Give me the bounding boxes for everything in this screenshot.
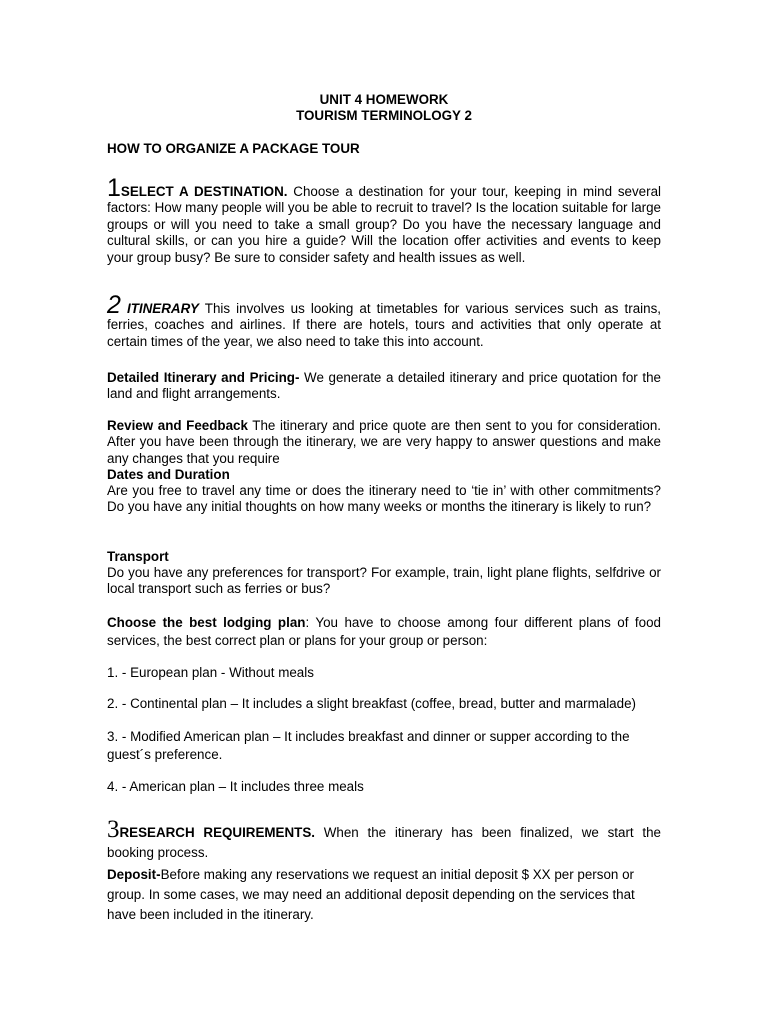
deposit-heading: Deposit- — [107, 867, 161, 882]
plan-item-2: 2. - Continental plan – It includes a slight breakfast (coffee, bread, butter and marmalade) — [107, 696, 636, 711]
transport-text: Do you have any preferences for transport? For example, train, light plane flights, selfdrive or local transport such as ferries or bus? — [107, 565, 661, 597]
step-3-paragraph — [107, 816, 661, 863]
step-3-number: 3 — [107, 816, 120, 843]
step-1-heading: SELECT A DESTINATION. — [120, 184, 288, 199]
step-2-number: 2 — [107, 291, 121, 319]
lodging-heading: Choose the best lodging plan — [107, 615, 306, 630]
dates-duration-heading: Dates and Duration — [107, 467, 230, 482]
transport-heading: Transport — [107, 549, 169, 564]
header-line-1: UNIT 4 HOMEWORK — [319, 92, 449, 107]
header-line-2: TOURISM TERMINOLOGY 2 — [296, 108, 472, 123]
review-feedback-heading: Review and Feedback — [107, 418, 248, 433]
review-feedback-paragraph — [107, 418, 661, 467]
detailed-itinerary-paragraph — [107, 370, 661, 403]
plan-item-3: 3. - Modified American plan – It includes breakfast and dinner or supper according to the guest´s preference. — [107, 729, 630, 762]
lodging-text: : You have to choose among four different plans of food services, the best correct plan or plans for your group or person: — [107, 615, 661, 648]
plan-item-1: 1. - European plan - Without meals — [107, 665, 314, 680]
step-1-paragraph — [107, 174, 661, 266]
review-feedback-text: The itinerary and price quote are then sent to you for consideration. After you have been through the itinerary, we are very happy to answer questions and make any changes that you require — [107, 418, 661, 466]
step-3-text: When the itinerary has been finalized, we start the booking process. — [107, 825, 661, 860]
detailed-itinerary-text: We generate a detailed itinerary and price quotation for the land and flight arrangements. — [107, 370, 661, 402]
deposit-paragraph — [107, 865, 652, 925]
detailed-itinerary-heading: Detailed Itinerary and Pricing- — [107, 370, 300, 385]
step-2-text: This involves us looking at timetables for various services such as trains, ferries, coaches and airlines. If there are hotels, tours and activities that only operate at certain times of the year, we also need to take this into account. — [107, 301, 661, 349]
step-2-paragraph — [107, 291, 661, 350]
step-1-number: 1 — [107, 174, 121, 202]
plan-item-4: 4. - American plan – It includes three meals — [107, 779, 364, 794]
step-3-heading: RESEARCH REQUIREMENTS. — [119, 825, 315, 840]
dates-duration-text: Are you free to travel any time or does the itinerary need to ‘tie in’ with other commitments? Do you have any initial thoughts on how many weeks or months the itinerary is likely to run? — [107, 483, 661, 515]
step-1-text: Choose a destination for your tour, keeping in mind several factors: How many people will you be able to recruit to travel? Is the location suitable for large groups or will you need to take a small group? Do you have the necessary language and cultural skills, or can you hire a guide? Will the location offer activities and events to keep your group busy? Be sure to consider safety and health issues as well. — [107, 184, 661, 265]
document-title: HOW TO ORGANIZE A PACKAGE TOUR — [107, 141, 360, 156]
step-2-heading: ITINERARY — [127, 301, 199, 316]
lodging-paragraph — [107, 614, 661, 650]
deposit-text: Before making any reservations we request an initial deposit $ XX per person or group. In some cases, we may need an additional deposit depending on the services that have been included in the itinerary. — [107, 867, 635, 922]
